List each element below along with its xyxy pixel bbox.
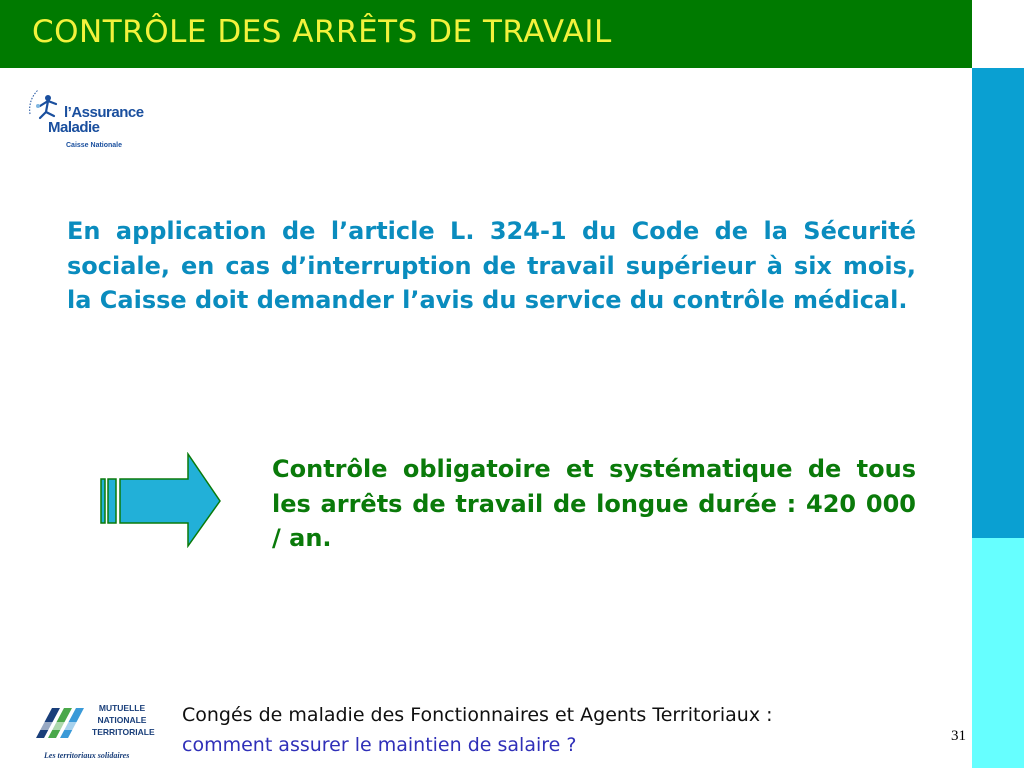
logo-line-maladie: Maladie: [48, 119, 100, 136]
logo-line-assurance: l’Assurance: [64, 104, 144, 121]
assurance-maladie-figure-icon: [26, 84, 66, 124]
mnt-tagline: Les territoriaux solidaires: [44, 751, 130, 760]
page-number: 31: [951, 728, 966, 744]
slide-title: CONTRÔLE DES ARRÊTS DE TRAVAIL: [32, 14, 612, 50]
mutuelle-nationale-territoriale-logo: [34, 700, 154, 764]
side-band-dark: [972, 68, 1024, 538]
side-band-light: [972, 538, 1024, 768]
mnt-line-territoriale: TERRITORIALE: [92, 727, 155, 737]
summary-paragraph: Contrôle obligatoire et systématique de tous les arrêts de travail de longue durée : 420 000 / an.: [272, 455, 916, 552]
footer-line-2: comment assurer le maintien de salaire ?: [182, 734, 577, 756]
assurance-maladie-logo: [26, 84, 156, 156]
logo-line-caisse: Caisse Nationale: [66, 142, 123, 149]
mnt-stripes-icon: [34, 702, 90, 748]
title-bar: [0, 0, 972, 68]
striped-arrow-icon: [100, 452, 224, 548]
legal-paragraph: En application de l’article L. 324-1 du Code de la Sécurité sociale, en cas d’interruption de travail supérieur à six mois, la Caisse doit demander l’avis du service du contrôle médical.: [67, 217, 916, 314]
mnt-line-nationale: NATIONALE: [97, 715, 147, 725]
mnt-line-mutuelle: MUTUELLE: [98, 703, 146, 713]
footer-line-1: Congés de maladie des Fonctionnaires et Agents Territoriaux :: [182, 704, 773, 726]
